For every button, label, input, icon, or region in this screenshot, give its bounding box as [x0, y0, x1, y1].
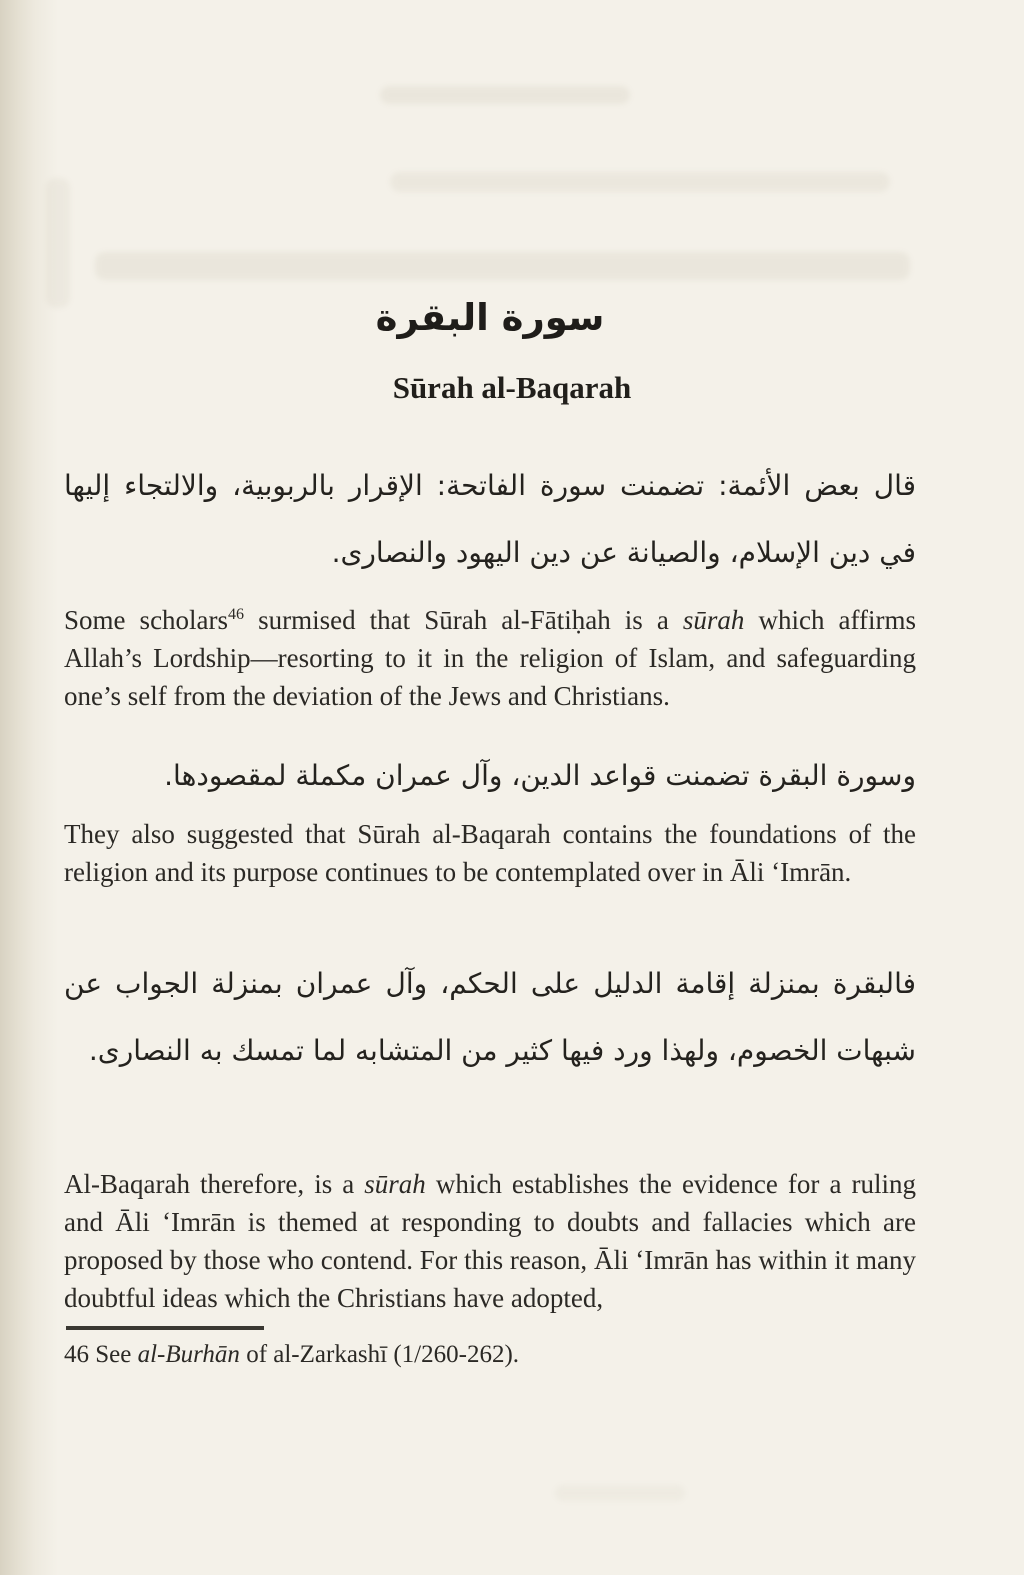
footnote-divider	[66, 1326, 264, 1330]
arabic-passage-1: قال بعض الأئمة: تضمنت سورة الفاتحة: الإقرار بالربوبية، والالتجاء إليها في دين الإسلام، والصيانة عن دين اليهود والنصارى.	[64, 469, 916, 569]
bleed-through-smudge	[390, 172, 890, 192]
bleed-through-smudge	[380, 86, 630, 104]
bleed-through-smudge	[555, 1485, 685, 1501]
arabic-passage-2: وسورة البقرة تضمنت قواعد الدين، وآل عمران مكملة لمقصودها.	[164, 759, 916, 792]
surah-title-arabic: سورة البقرة	[375, 296, 605, 339]
english-translation-3: Al-Baqarah therefore, is a sūrah which establishes the evidence for a ruling and Āli ‘Imrān is themed at responding to doubts and fallacies which are proposed by those who contend. For this reason, Āli ‘Imrān has within it many doubtful ideas which the Christians have adopted,	[64, 1169, 916, 1313]
footnote-text: 46 See al-Burhān of al-Zarkashī (1/260-262).	[64, 1341, 520, 1368]
surah-title-transliteration: Sūrah al-Baqarah	[392, 370, 632, 405]
bleed-through-smudge	[46, 178, 70, 308]
arabic-passage-3: فالبقرة بمنزلة إقامة الدليل على الحكم، وآل عمران بمنزلة الجواب عن شبهات الخصوم، ولهذا ورد فيها كثير من المتشابه لما تمسك به النصارى.	[64, 967, 916, 1067]
bleed-through-smudge	[95, 252, 910, 280]
english-translation-2: They also suggested that Sūrah al-Baqarah contains the foundations of the religion and its purpose continues to be contemplated over in Āli ‘Imrān.	[64, 819, 916, 887]
english-translation-1: Some scholars$^{46}$ surmised that Sūrah al-Fātiḥah is a sūrah which affirms Allah’s Lordship—resorting to it in the religion of Islam, and safeguarding one’s self from the deviation of the Jews and Christians.	[64, 605, 916, 711]
